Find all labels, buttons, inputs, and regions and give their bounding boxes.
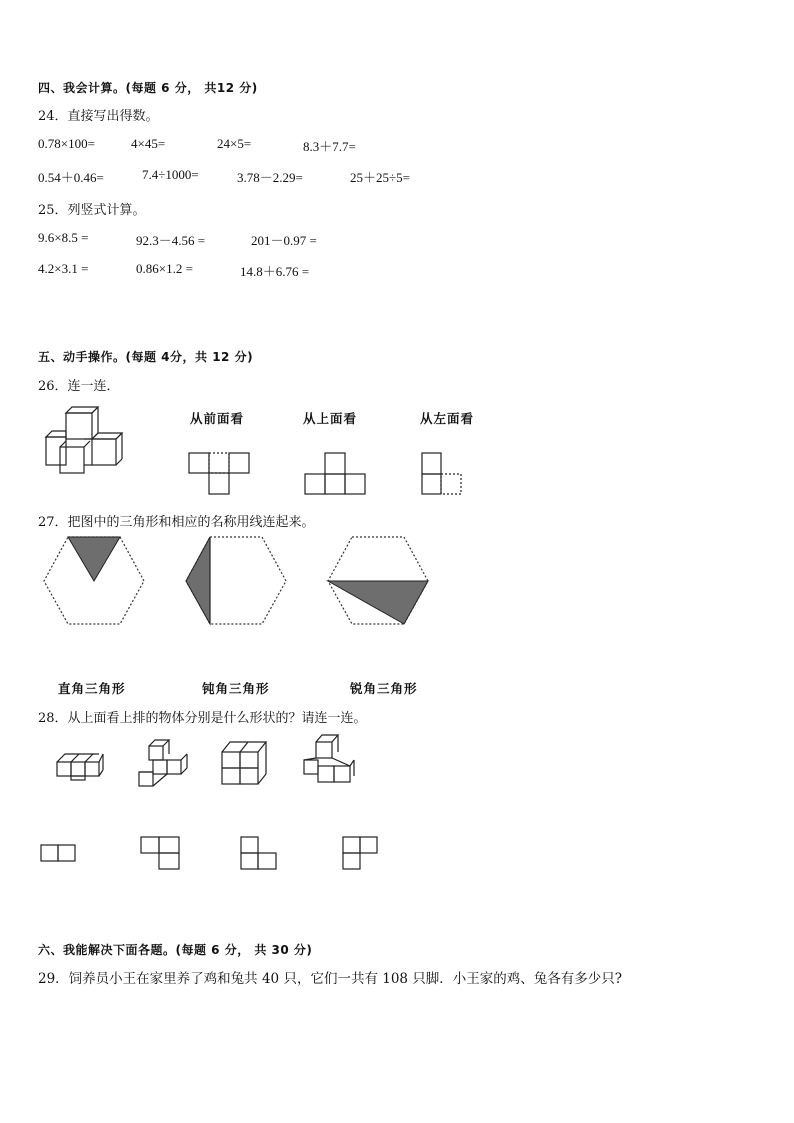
q24-expr: 0.78×100= bbox=[38, 136, 95, 151]
cube-solid-2 bbox=[135, 738, 189, 790]
cube-solid-figure bbox=[40, 405, 130, 480]
q24-expr: 7.4÷1000= bbox=[142, 167, 199, 182]
triangle-label-obtuse: 钝角三角形 bbox=[202, 681, 270, 696]
q24-expr: 4×45= bbox=[131, 136, 166, 151]
q25-expr: 0.86×1.2 = bbox=[136, 261, 193, 276]
section-4-title: 四、我会计算。(每题 6 分， 共12 分) bbox=[38, 81, 258, 95]
cube-solid-3 bbox=[220, 738, 270, 788]
hexagon-figure-2 bbox=[184, 535, 288, 627]
q25-expr: 14.8＋6.76 = bbox=[240, 264, 310, 279]
view-shape-inverted-t bbox=[304, 452, 368, 496]
question-27-title: 27．把图中的三角形和相应的名称用线连起来。 bbox=[38, 515, 315, 530]
q24-expr: 24×5= bbox=[217, 136, 252, 151]
question-28-title: 28．从上面看上排的物体分别是什么形状的？请连一连。 bbox=[38, 711, 367, 726]
view-shape-t bbox=[188, 452, 258, 496]
view-label-left: 从左面看 bbox=[420, 411, 475, 426]
cube-solid-1 bbox=[55, 750, 105, 786]
question-29-text: 29．饲养员小王在家里养了鸡和兔共 40 只，它们一共有 108 只脚．小王家的鸡、兔各有多少只? bbox=[38, 971, 623, 987]
question-24-title: 24．直接写出得数。 bbox=[38, 109, 159, 124]
q24-expr: 0.54＋0.46= bbox=[38, 170, 104, 185]
top-view-4 bbox=[342, 836, 382, 872]
view-label-top: 从上面看 bbox=[303, 411, 358, 426]
q24-expr: 3.78－2.29= bbox=[237, 170, 303, 185]
view-label-front: 从前面看 bbox=[190, 411, 245, 426]
section-5-title: 五、动手操作。(每题 4分，共 12 分) bbox=[38, 350, 254, 364]
triangle-label-acute: 锐角三角形 bbox=[350, 681, 418, 696]
hexagon-figure-1 bbox=[42, 535, 146, 627]
q25-expr: 9.6×8.5 = bbox=[38, 230, 89, 245]
question-25-title: 25．列竖式计算。 bbox=[38, 203, 146, 218]
q25-expr: 201－0.97 = bbox=[251, 233, 317, 248]
q25-expr: 92.3－4.56 = bbox=[136, 233, 206, 248]
section-6-title: 六、我能解决下面各题。(每题 6 分， 共 30 分) bbox=[38, 943, 313, 957]
view-shape-l bbox=[421, 452, 465, 496]
q25-expr: 4.2×3.1 = bbox=[38, 261, 89, 276]
triangle-label-right: 直角三角形 bbox=[58, 681, 126, 696]
q24-expr: 8.3＋7.7= bbox=[303, 139, 356, 154]
top-view-2 bbox=[140, 836, 184, 872]
cube-solid-4 bbox=[300, 732, 358, 788]
q24-expr: 25＋25÷5= bbox=[350, 170, 410, 185]
question-26-title: 26．连一连． bbox=[38, 379, 120, 394]
top-view-1 bbox=[40, 844, 78, 864]
hexagon-figure-3 bbox=[326, 535, 430, 627]
top-view-3 bbox=[240, 836, 280, 872]
